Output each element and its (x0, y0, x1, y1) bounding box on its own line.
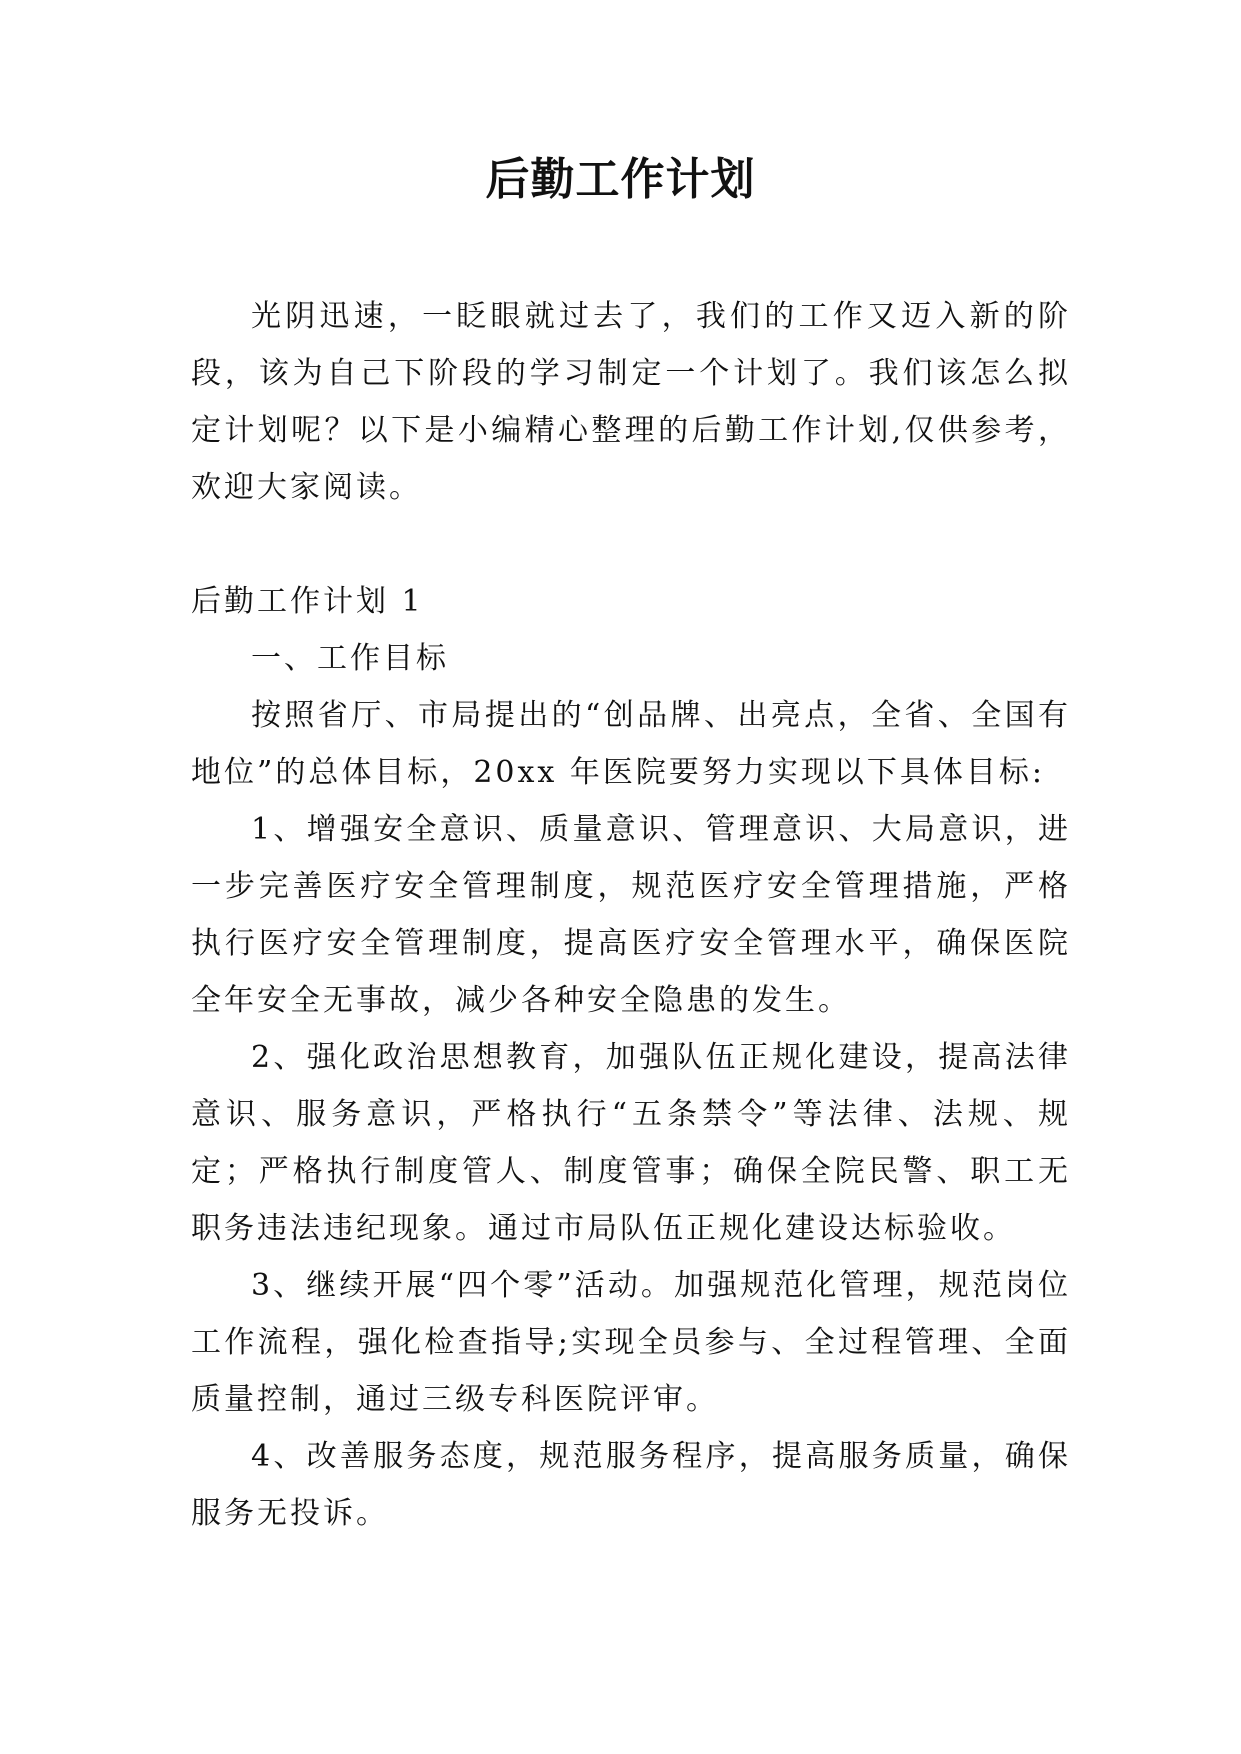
document-body (191, 288, 1071, 1542)
paragraph-goal-1: 1、增强安全意识、质量意识、管理意识、大局意识，进一步完善医疗安全管理制度，规范医疗安全管理措施，严格执行医疗安全管理制度，提高医疗安全管理水平，确保医院全年安全无事故，减少各种安全隐患的发生。 (191, 812, 1071, 1018)
heading-work-goals: 一、工作目标 (251, 641, 449, 676)
section-title: 后勤工作计划 1 (191, 584, 424, 619)
paragraph-goal-2: 2、强化政治思想教育，加强队伍正规化建设，提高法律意识、服务意识，严格执行“五条禁令”等法律、法规、规定；严格执行制度管人、制度管事；确保全院民警、职工无职务违法违纪现象。通过市局队伍正规化建设达标验收。 (191, 1040, 1071, 1246)
paragraph-overall-goal: 按照省厅、市局提出的“创品牌、出亮点，全省、全国有地位”的总体目标，20xx 年医院要努力实现以下具体目标: (191, 698, 1071, 790)
intro-paragraph: 光阴迅速，一眨眼就过去了，我们的工作又迈入新的阶段，该为自己下阶段的学习制定一个计划了。我们该怎么拟定计划呢？以下是小编精心整理的后勤工作计划,仅供参考，欢迎大家阅读。 (191, 299, 1071, 505)
paragraph-goal-3: 3、继续开展“四个零”活动。加强规范化管理，规范岗位工作流程，强化检查指导;实现全员参与、全过程管理、全面质量控制，通过三级专科医院评审。 (191, 1268, 1071, 1417)
document-title: 后勤工作计划 (485, 154, 756, 205)
paragraph-goal-4: 4、改善服务态度，规范服务程序，提高服务质量，确保服务无投诉。 (191, 1439, 1071, 1531)
